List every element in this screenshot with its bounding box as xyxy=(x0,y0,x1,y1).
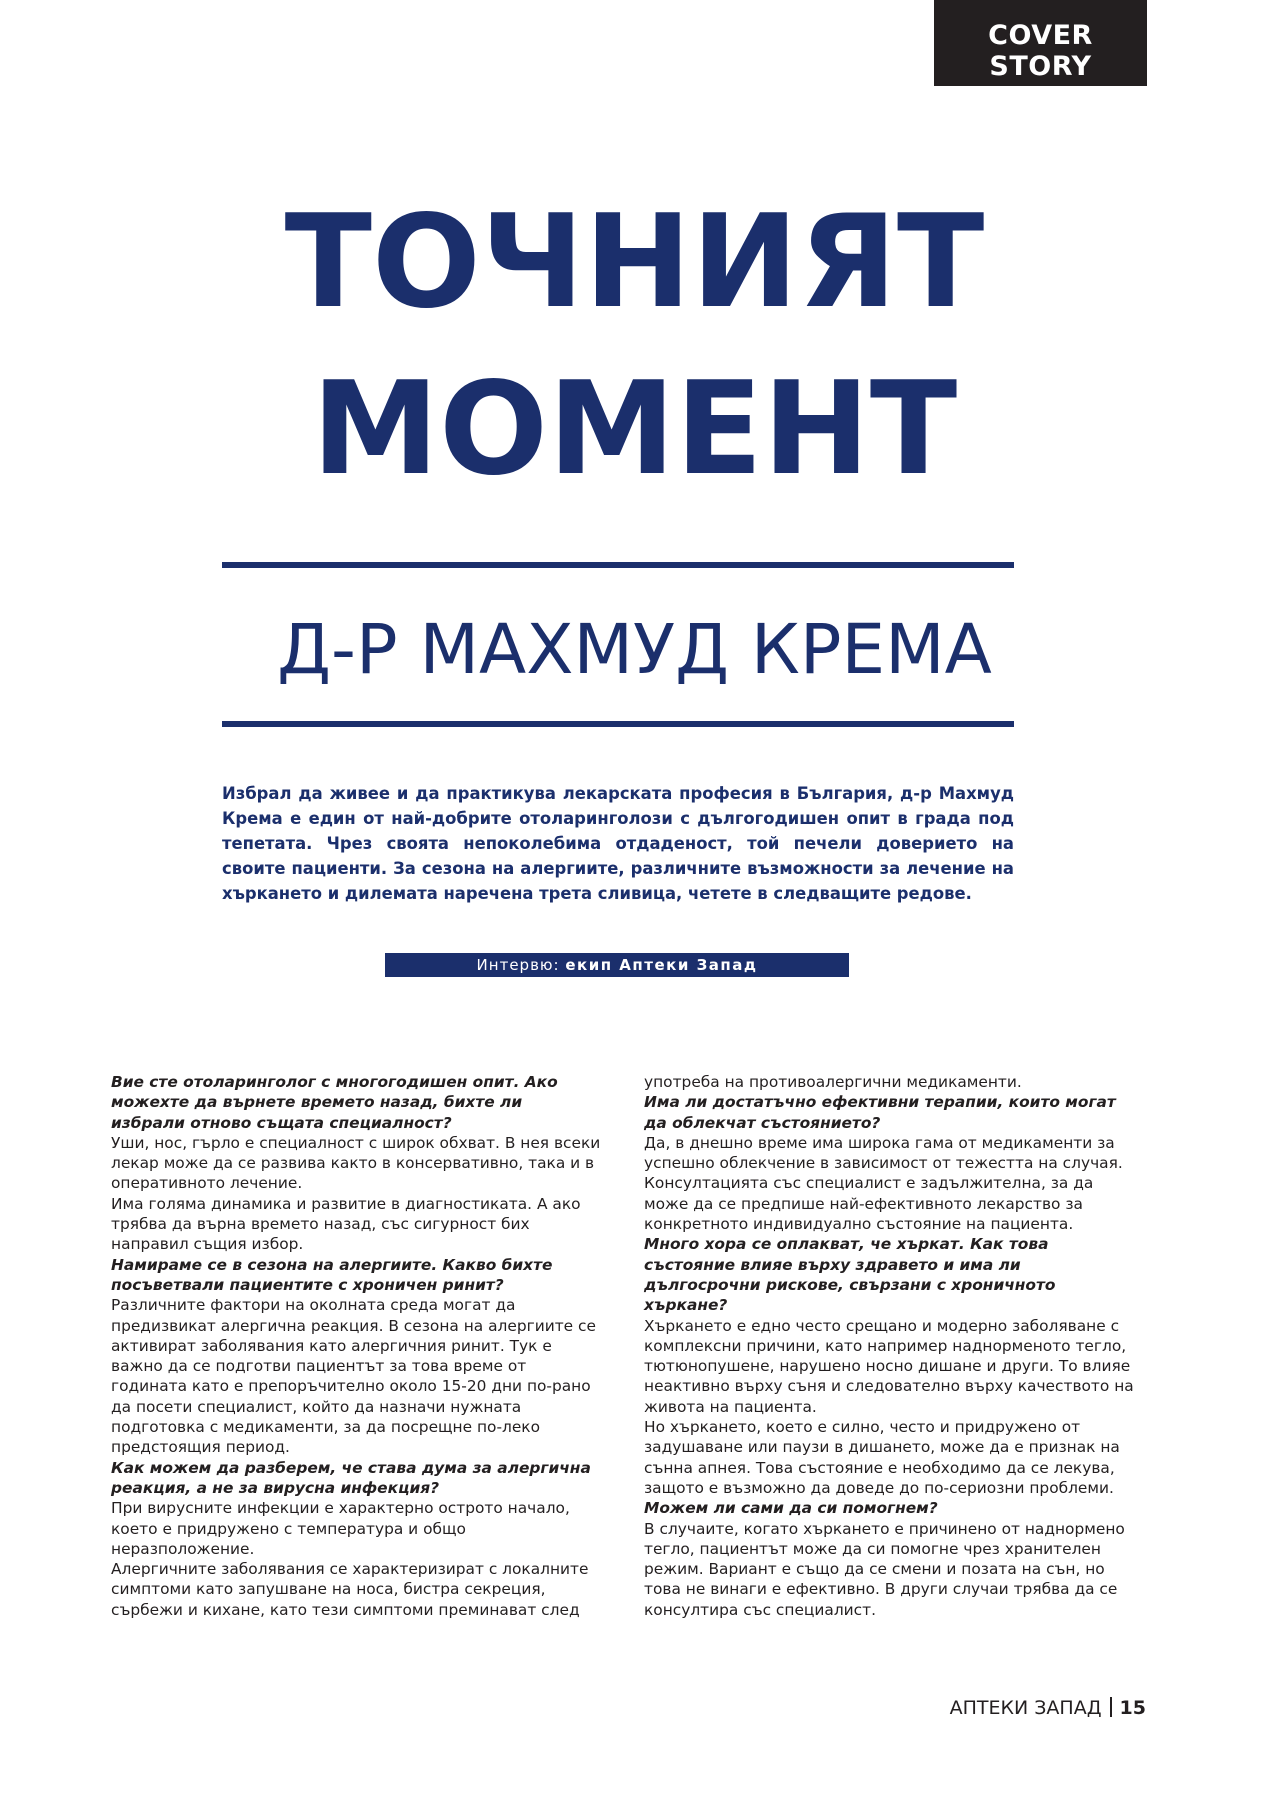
answer: Уши, нос, гърло е специалност с широк обхват. В нея всеки лекар може да се развива както в консервативно, така и в оперативното лечение. xyxy=(111,1133,601,1193)
question: Можем ли сами да си помогнем? xyxy=(644,1499,938,1518)
page-footer xyxy=(950,1697,1146,1719)
answer: употреба на противоалергични медикаменти. xyxy=(644,1073,1022,1091)
divider-top xyxy=(222,562,1014,568)
question: Вие сте отоларинголог с многогодишен опит. Ако можехте да върнете времето назад, бихте ли избрали отново същата специалност? xyxy=(111,1073,558,1132)
subtitle: Д-Р МАХМУД КРЕМА xyxy=(277,610,992,690)
footer-separator xyxy=(1110,1697,1112,1717)
byline xyxy=(385,953,849,977)
lead-paragraph: Избрал да живее и да практикува лекарската професия в България, д-р Махмуд Крема е един от най-добрите отоларинголози с дългогодишен опит в града под тепетата. Чрез своята непоколебима отдаденост, той печели доверието на своите пациенти. За сезона на алергиите, различните възможности за лечение на хъркането и дилемата наречена трета сливица, четете в следващите редове. xyxy=(222,784,1014,903)
question: Как можем да разберем, че става дума за алергична реакция, а не за вирусна инфекция? xyxy=(111,1458,591,1497)
question: Има ли достатъчно ефективни терапии, които могат да облекчат състоянието? xyxy=(644,1093,1116,1132)
section-tag xyxy=(934,0,1147,86)
answer: Да, в днешно време има широка гама от медикаменти за успешно облекчение в зависимост от тежестта на случая. Консултацията със специалист е задължителна, за да може да се предпише най-ефективното лекарство за конкретното индивидуално състояние на пациента. xyxy=(644,1133,1123,1234)
article-column-right xyxy=(644,1072,1134,1620)
answer: Различните фактори на околната среда могат да предизвикат алергична реакция. В сезона на алергиите се активират заболявания като алергичния ринит. Тук е важно да се подготви пациентът за това време от годината като е препоръчително около 15-20 дни по-рано да посети специалист, който да назначи нужната подготовка с медикаменти, за да посрещне по-леко предстоящия период. xyxy=(111,1296,596,1457)
answer: При вирусните инфекции е характерно острото начало, което е придружено с температура и общо неразположение. xyxy=(111,1499,570,1558)
title-line-2: МОМЕНТ xyxy=(311,355,958,504)
answer: В случаите, когато хъркането е причинено от наднормено тегло, пациентът може да си помогне чрез хранителен режим. Вариант е също да се смени и позата на сън, но това не винаги е ефективно. В други случаи трябва да се консултира със специалист. xyxy=(644,1519,1125,1619)
divider-bottom xyxy=(222,721,1014,727)
article-column-left xyxy=(111,1072,601,1620)
section-tag-label: COVER STORY xyxy=(988,20,1093,82)
answer: Но хъркането, което е силно, често и придружено от задушаване или паузи в дишането, може да е признак на сънна апнея. Това състояние е необходимо да се лекува, защото е възможно да доведе до по-сериозни проблеми. xyxy=(644,1418,1120,1497)
answer: Хъркането е едно често срещано и модерно заболяване с комплексни причини, като например наднорменото тегло, тютюнопушене, нарушено носно дишане и други. То влияе неактивно върху съня и следователно върху качеството на живота на пациента. xyxy=(644,1316,1134,1416)
page-number: 15 xyxy=(1119,1697,1146,1719)
answer: Има голяма динамика и развитие в диагностиката. А ако трябва да върна времето назад, със сигурност бих направил същия избор. xyxy=(111,1194,581,1254)
byline-author: екип Аптеки Запад xyxy=(565,956,758,974)
question: Намираме се в сезона на алергиите. Какво бихте посъветвали пациентите с хроничен ринит? xyxy=(111,1255,553,1294)
title-line-1: ТОЧНИЯТ xyxy=(284,188,985,337)
question: Много хора се оплакват, че хъркат. Как това състояние влияе върху здравето и има ли дългосрочни рискове, свързани с хроничното хъркане? xyxy=(644,1235,1056,1315)
publication-name: АПТЕКИ ЗАПАД xyxy=(949,1697,1102,1719)
byline-label: Интервю: xyxy=(476,956,566,974)
answer: Алергичните заболявания се характеризират с локалните симптоми като запушване на носа, бистра секреция, сърбежи и кихане, като тези симптоми преминават след xyxy=(111,1560,589,1619)
